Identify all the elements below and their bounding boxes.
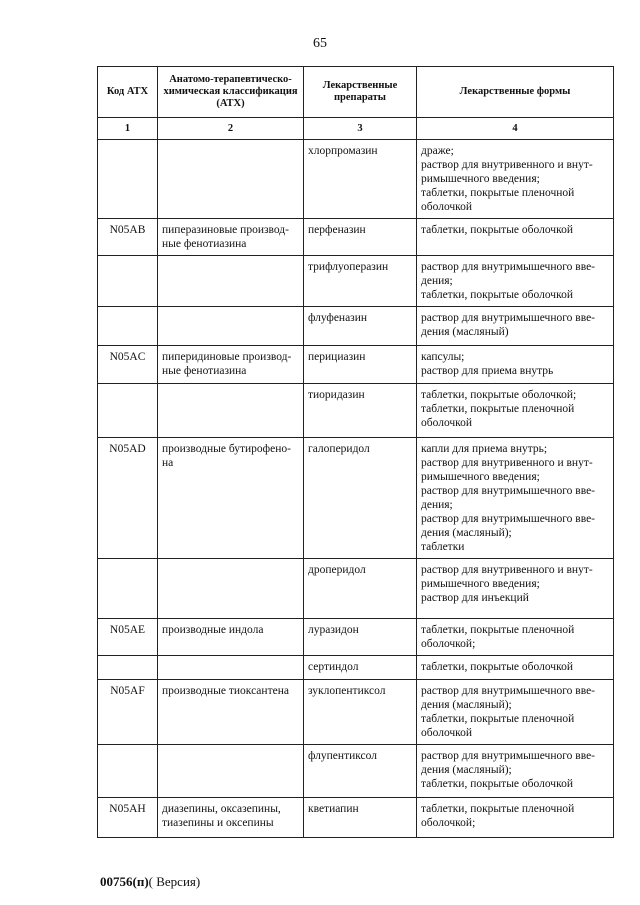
table-row — [98, 438, 614, 559]
atx-code-cell — [98, 307, 158, 346]
atx-code-cell: N05AB — [98, 219, 158, 256]
drug-cell: сертиндол — [304, 656, 417, 680]
atx-class-cell: производные индола — [158, 619, 304, 656]
table-row — [98, 307, 614, 346]
drug-cell: дроперидол — [304, 559, 417, 619]
atx-class-cell — [158, 559, 304, 619]
dosage-form-line: оболочкой; — [421, 638, 476, 650]
dosage-form-line: оболочкой — [421, 201, 473, 213]
dosage-form-line: дения (масляный); — [421, 699, 512, 711]
dosage-form-line: римышечного введения; — [421, 471, 540, 483]
dosage-form-line: раствор для внутримышечного вве- — [421, 312, 596, 324]
page-number: 65 — [313, 36, 327, 51]
dosage-form-line: таблетки, покрытые пленочной — [421, 187, 575, 199]
dosage-form-line: раствор для внутримышечного вве- — [421, 261, 596, 273]
header-atx-code: Код АТХ — [98, 67, 158, 118]
dosage-form-line: таблетки, покрытые оболочкой — [421, 289, 573, 301]
table-row — [98, 140, 614, 219]
drug-cell: тиоридазин — [304, 384, 417, 438]
dosage-form-line: римышечного введения; — [421, 578, 540, 590]
atx-code-cell — [98, 656, 158, 680]
dosage-form-line: раствор для внутривенного и внут- — [421, 564, 593, 576]
dosage-form-line: таблетки, покрытые пленочной — [421, 713, 575, 725]
table-row — [98, 384, 614, 438]
dosage-form-line: драже; — [421, 145, 454, 157]
dosage-form-line: таблетки, покрытые пленочной — [421, 403, 575, 415]
table-row — [98, 559, 614, 619]
footer — [100, 874, 200, 890]
atx-class-cell — [158, 140, 304, 219]
dosage-form-line: дения (масляный) — [421, 326, 509, 338]
atx-code-cell: N05AC — [98, 346, 158, 384]
dosage-form-line: таблетки, покрытые оболочкой — [421, 661, 573, 673]
dosage-form-line: дения; — [421, 499, 453, 511]
atx-code-cell — [98, 140, 158, 219]
dosage-forms-cell — [417, 559, 614, 619]
atx-class-cell — [158, 384, 304, 438]
drug-cell: хлорпромазин — [304, 140, 417, 219]
drug-cell: перфеназин — [304, 219, 417, 256]
dosage-forms-cell — [417, 656, 614, 680]
dosage-form-line: оболочкой; — [421, 817, 476, 829]
atx-class-cell: производные бутирофено-на — [158, 438, 304, 559]
dosage-form-line: дения (масляный); — [421, 764, 512, 776]
drug-cell: флуфеназин — [304, 307, 417, 346]
atx-code-cell — [98, 559, 158, 619]
table-row — [98, 656, 614, 680]
atx-class-cell — [158, 307, 304, 346]
dosage-form-line: таблетки, покрытые пленочной — [421, 803, 575, 815]
column-number: 4 — [417, 118, 614, 140]
atx-class-cell — [158, 256, 304, 307]
header-dosage-forms: Лекарственные формы — [417, 67, 614, 118]
table-row — [98, 680, 614, 745]
drug-cell: луразидон — [304, 619, 417, 656]
dosage-forms-cell — [417, 140, 614, 219]
atx-code-cell: N05AF — [98, 680, 158, 745]
header-drugs: Лекарственные препараты — [304, 67, 417, 118]
column-number: 2 — [158, 118, 304, 140]
drug-cell: флупентиксол — [304, 745, 417, 798]
dosage-form-line: капли для приема внутрь; — [421, 443, 548, 455]
column-number: 1 — [98, 118, 158, 140]
column-number-row — [98, 118, 614, 140]
table-row — [98, 619, 614, 656]
table-row — [98, 798, 614, 838]
drug-cell: кветиапин — [304, 798, 417, 838]
header-atx-classification: Анатомо-терапевтическо-химическая классификация (АТХ) — [158, 67, 304, 118]
dosage-form-line: раствор для внутримышечного вве- — [421, 750, 596, 762]
dosage-form-line: раствор для внутримышечного вве- — [421, 685, 596, 697]
drug-cell: зуклопентиксол — [304, 680, 417, 745]
atx-class-cell: пиперазиновые производ-ные фенотиазина — [158, 219, 304, 256]
column-number: 3 — [304, 118, 417, 140]
dosage-form-line: раствор для приема внутрь — [421, 365, 554, 377]
dosage-forms-cell — [417, 256, 614, 307]
table-row — [98, 346, 614, 384]
atx-code-cell: N05AH — [98, 798, 158, 838]
dosage-forms-cell — [417, 438, 614, 559]
dosage-form-line: таблетки, покрытые оболочкой — [421, 224, 573, 236]
dosage-form-line: раствор для внутривенного и внут- — [421, 457, 593, 469]
atx-table — [97, 66, 614, 838]
dosage-forms-cell — [417, 219, 614, 256]
dosage-form-line: оболочкой — [421, 417, 473, 429]
dosage-form-line: оболочкой — [421, 727, 473, 739]
dosage-form-line: раствор для внутримышечного вве- — [421, 485, 596, 497]
atx-class-cell: производные тиоксантена — [158, 680, 304, 745]
table-body — [98, 140, 614, 838]
atx-class-cell — [158, 656, 304, 680]
atx-code-cell: N05AD — [98, 438, 158, 559]
dosage-form-line: таблетки, покрытые оболочкой; — [421, 389, 577, 401]
atx-class-cell: диазепины, оксазепины, тиазепины и оксепины — [158, 798, 304, 838]
atx-class-cell — [158, 745, 304, 798]
table-row — [98, 219, 614, 256]
drug-cell: трифлуоперазин — [304, 256, 417, 307]
dosage-form-line: римышечного введения; — [421, 173, 540, 185]
dosage-form-line: раствор для внутримышечного вве- — [421, 513, 596, 525]
dosage-forms-cell — [417, 798, 614, 838]
version-label: ( Версия) — [148, 874, 201, 889]
atx-code-cell — [98, 384, 158, 438]
atx-code-cell: N05AE — [98, 619, 158, 656]
table-row — [98, 745, 614, 798]
dosage-forms-cell — [417, 745, 614, 798]
dosage-form-line: дения (масляный); — [421, 527, 512, 539]
dosage-form-line: дения; — [421, 275, 453, 287]
atx-code-cell — [98, 745, 158, 798]
drug-cell: перициазин — [304, 346, 417, 384]
atx-class-cell: пиперидиновые производ-ные фенотиазина — [158, 346, 304, 384]
table-row — [98, 256, 614, 307]
atx-code-cell — [98, 256, 158, 307]
dosage-forms-cell — [417, 346, 614, 384]
dosage-forms-cell — [417, 680, 614, 745]
dosage-form-line: капсулы; — [421, 351, 465, 363]
dosage-forms-cell — [417, 307, 614, 346]
dosage-form-line: таблетки, покрытые пленочной — [421, 624, 575, 636]
dosage-form-line: таблетки, покрытые оболочкой — [421, 778, 573, 790]
dosage-form-line: раствор для инъекций — [421, 592, 529, 604]
table-header-row — [98, 67, 614, 118]
dosage-form-line: раствор для внутривенного и внут- — [421, 159, 593, 171]
document-code: 00756(п) — [100, 874, 149, 889]
dosage-forms-cell — [417, 384, 614, 438]
dosage-forms-cell — [417, 619, 614, 656]
drug-cell: галоперидол — [304, 438, 417, 559]
dosage-form-line: таблетки — [421, 541, 465, 553]
